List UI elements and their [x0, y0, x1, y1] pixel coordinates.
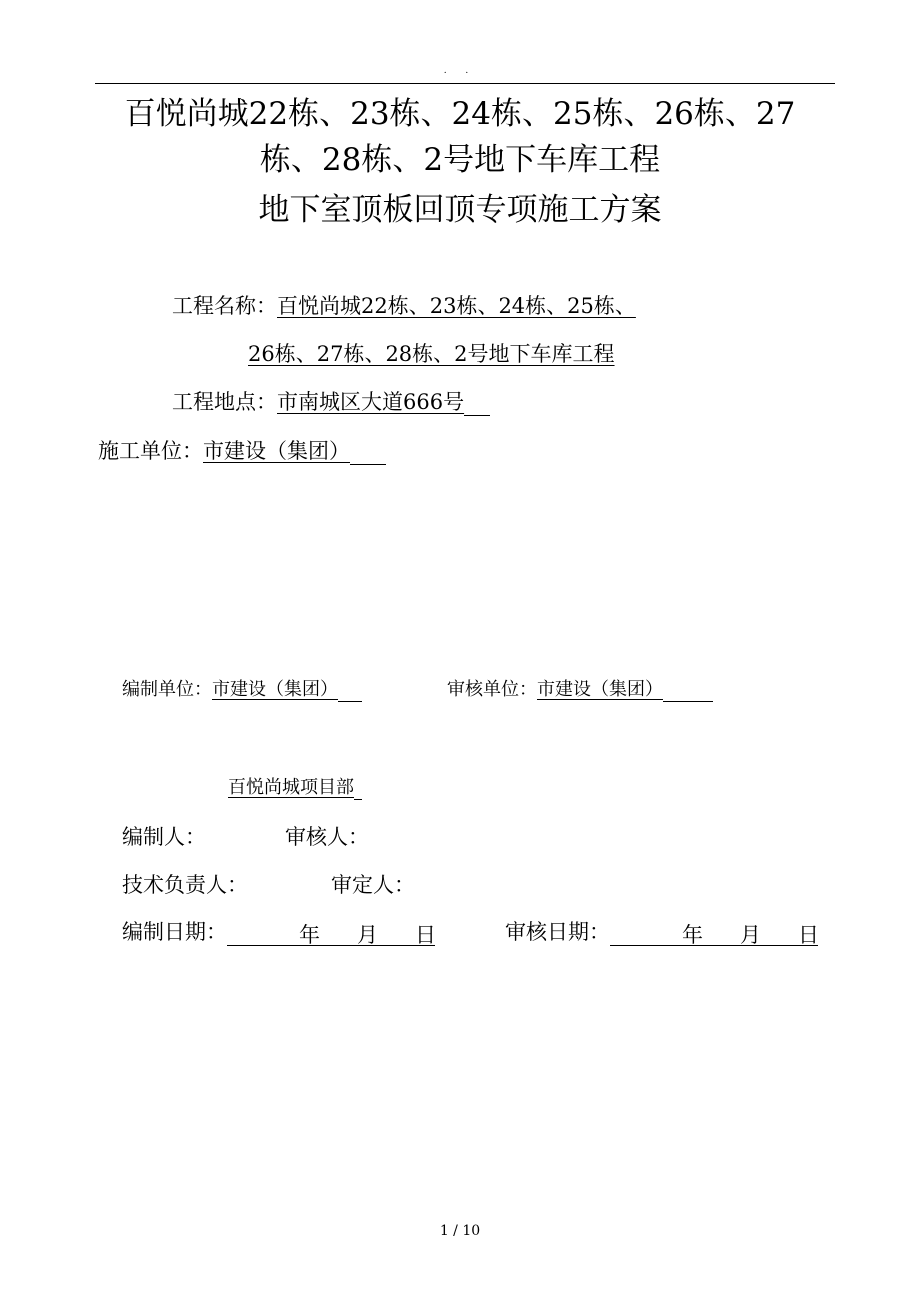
reviewer-unit-row	[447, 678, 713, 702]
project-name-value-1: 百悦尚城22栋、23栋、24栋、25栋、	[277, 294, 636, 318]
compile-date-year: 年	[299, 923, 320, 947]
review-date-month: 月	[740, 923, 761, 947]
contractor-label: 施工单位：	[98, 439, 203, 463]
reviewer-unit-value: 市建设（集团）	[537, 679, 663, 700]
compiler-unit-label: 编制单位：	[122, 679, 212, 700]
project-name-row	[172, 292, 636, 320]
reviewer-unit-blank	[663, 681, 713, 702]
compile-date-month: 月	[357, 923, 378, 947]
review-date-year: 年	[682, 923, 703, 947]
review-date-row	[505, 918, 818, 946]
approver-row	[331, 871, 415, 899]
tech-lead-row	[122, 871, 248, 899]
project-location-blank	[464, 393, 490, 416]
compiler-person-label: 编制人：	[122, 825, 206, 849]
review-date-label: 审核日期：	[505, 920, 610, 944]
contractor-row	[98, 437, 386, 465]
project-name-value-2: 26栋、27栋、28栋、2号地下车库工程	[248, 342, 615, 366]
compile-date-field	[227, 921, 435, 946]
compiler-person-row	[122, 823, 206, 851]
document-title-line-2: 栋、28栋、2号地下车库工程	[259, 142, 661, 178]
department-blank	[354, 779, 362, 800]
compiler-unit-row	[122, 678, 362, 702]
header-mark: . .	[443, 66, 477, 76]
tech-lead-label: 技术负责人：	[122, 873, 248, 897]
reviewer-unit-label: 审核单位：	[447, 679, 537, 700]
project-name-row-2	[248, 340, 615, 368]
department-row	[228, 776, 362, 800]
reviewer-person-label: 审核人：	[285, 825, 369, 849]
project-location-value: 市南城区大道666号	[277, 390, 465, 414]
contractor-value: 市建设（集团）	[203, 439, 350, 463]
compiler-unit-value: 市建设（集团）	[212, 679, 338, 700]
project-location-row	[172, 388, 490, 416]
compile-date-row	[122, 918, 435, 946]
header-rule	[95, 83, 835, 84]
document-title-line-3: 地下室顶板回顶专项施工方案	[258, 192, 662, 228]
department-name: 百悦尚城项目部	[228, 777, 354, 798]
document-title-line-1: 百悦尚城22栋、23栋、24栋、25栋、26栋、27	[124, 96, 796, 132]
compile-date-day: 日	[415, 923, 436, 947]
project-name-label: 工程名称：	[172, 294, 277, 318]
project-location-label: 工程地点：	[172, 390, 277, 414]
approver-label: 审定人：	[331, 873, 415, 897]
contractor-blank	[350, 442, 386, 465]
compiler-unit-blank	[338, 681, 362, 702]
reviewer-person-row	[285, 823, 369, 851]
review-date-field	[610, 921, 818, 946]
compile-date-label: 编制日期：	[122, 920, 227, 944]
page-number: 1 / 10	[439, 1223, 481, 1239]
review-date-day: 日	[798, 923, 819, 947]
